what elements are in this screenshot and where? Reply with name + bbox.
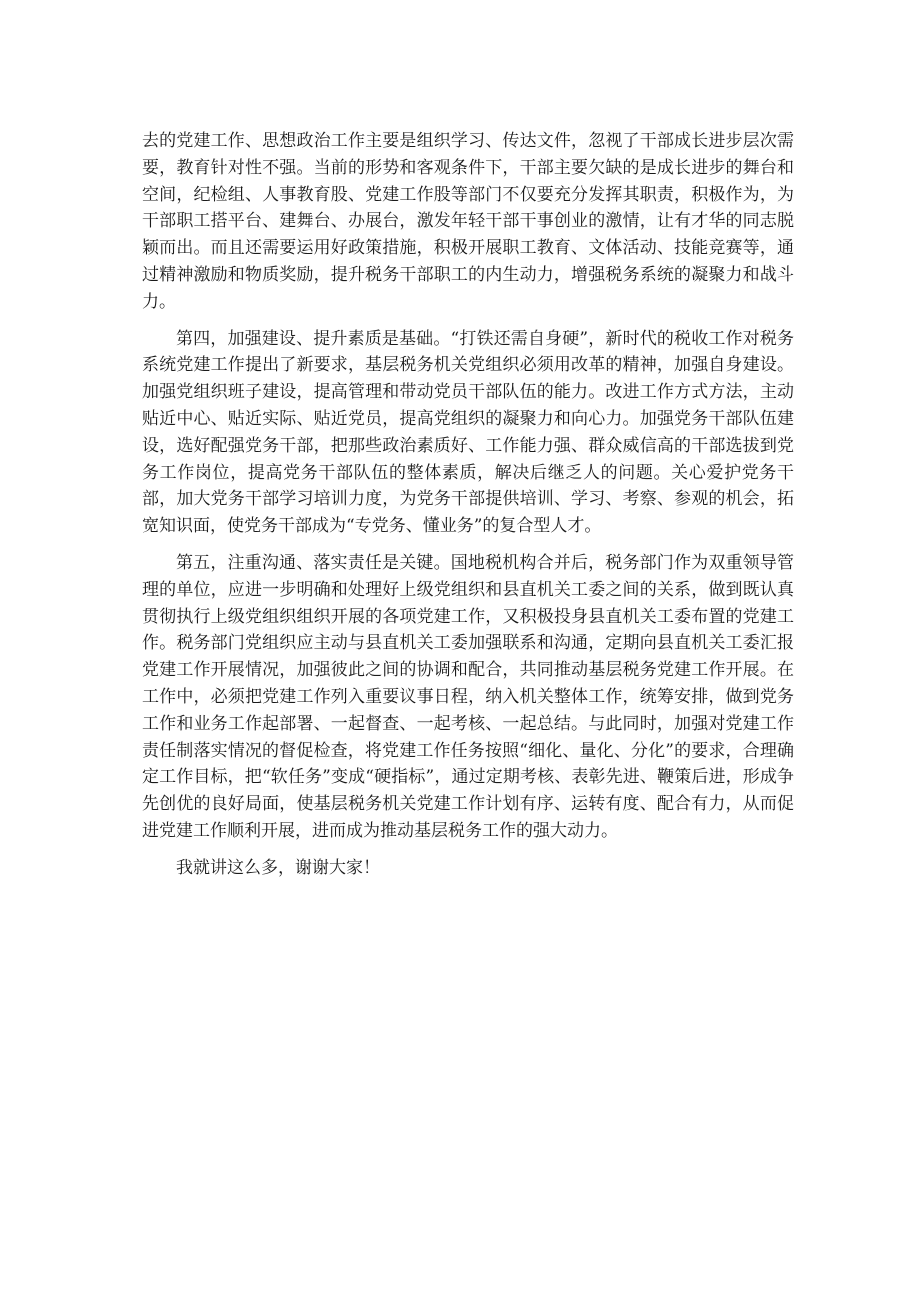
paragraph-fifth-point: 第五，注重沟通、落实责任是关键。国地税机构合并后，税务部门作为双重领导管理的单位，应进一步明确和处理好上级党组织和县直机关工委之间的关系，做到既认真贯彻执行上级党组织组织开展的各项党建工作，又积极投身县直机关工委布置的党建工作。税务部门党组织应主动与县直机关工委加强联系和沟通，定期向县直机关工委汇报党建工作开展情况，加强彼此之间的协调和配合，共同推动基层税务党建工作开展。在工作中，必须把党建工作列入重要议事日程，纳入机关整体工作，统筹安排，做到党务工作和业务工作起部署、一起督查、一起考核、一起总结。与此同时，加强对党建工作责任制落实情况的督促检查，将党建工作任务按照“细化、量化、分化”的要求，合理确定工作目标，把“软任务”变成“硬指标”，通过定期考核、表彰先进、鞭策后进，形成争先创优的良好局面，使基层税务机关党建工作计划有序、运转有度、配合有力，从而促进党建工作顺利开展，进而成为推动基层税务工作的强大动力。 [142,552,794,841]
paragraph-closing: 我就讲这么多，谢谢大家！ [176,857,380,878]
paragraph-fourth-point: 第四，加强建设、提升素质是基础。“打铁还需自身硬”，新时代的税收工作对税务系统党建工作提出了新要求，基层税务机关党组织必须用改革的精神，加强自身建设。加强党组织班子建设，提高管理和带动党员干部队伍的能力。改进工作方式方法，主动贴近中心、贴近实际、贴近党员，提高党组织的凝聚力和向心力。加强党务干部队伍建设，选好配强党务干部，把那些政治素质好、工作能力强、群众威信高的干部选拔到党务工作岗位，提高党务干部队伍的整体素质，解决后继乏人的问题。关心爱护党务干部，加大党务干部学习培训力度，为党务干部提供培训、学习、考察、参观的机会，拓宽知识面，使党务干部成为“专党务、懂业务”的复合型人才。 [142,328,794,537]
document-body [142,128,794,892]
paragraph-continued: 去的党建工作、思想政治工作主要是组织学习、传达文件，忽视了干部成长进步层次需要，教育针对性不强。当前的形势和客观条件下，干部主要欠缺的是成长进步的舞台和空间，纪检组、人事教育股、党建工作股等部门不仅要充分发挥其职责，积极作为，为干部职工搭平台、建舞台、办展台，激发年轻干部干事创业的激情，让有才华的同志脱颖而出。而且还需要运用好政策措施，积极开展职工教育、文体活动、技能竞赛等，通过精神激励和物质奖励，提升税务干部职工的内生动力，增强税务系统的凝聚力和战斗力。 [142,131,794,312]
